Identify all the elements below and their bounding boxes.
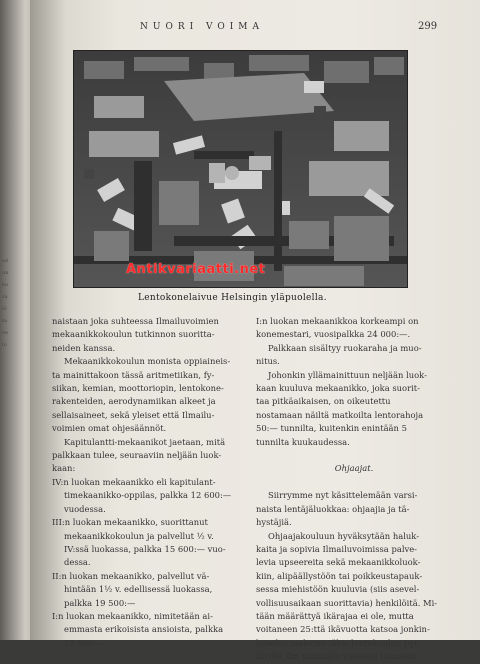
text-line: vollisuusaikaan suorittavia) henkilöitä. Mi- xyxy=(256,597,438,608)
text-line: II:n luokan mekaanikko, palvellut vä- xyxy=(52,570,210,581)
text-line: tunnilta kuukaudessa. xyxy=(256,436,350,447)
text-line: neiden kanssa. xyxy=(52,342,116,353)
left-text-column xyxy=(52,315,249,650)
text-line: 22 800:—, xyxy=(64,637,108,648)
spine-text-line: ee xyxy=(2,330,8,336)
text-line: kaan kuuluva mekaanikko, joka suorit- xyxy=(256,383,420,394)
spine-text-line: nö xyxy=(2,258,9,264)
spine-text-line: sa xyxy=(2,294,8,300)
spine-text-line: un xyxy=(2,270,9,276)
spine-text-line: to xyxy=(2,342,8,348)
text-line: Mekaanikkokoulun monista oppiaineis- xyxy=(64,356,231,367)
text-line: ta mainittakoon tässä aritmetiikan, fy- xyxy=(52,369,215,380)
book-page xyxy=(30,0,480,662)
text-line: laiseksi maksimi-iäksi lentokoulun pyr- xyxy=(256,637,422,648)
text-line: IV:n luokan mekaanikko eli kapitulant- xyxy=(52,476,216,487)
text-line: Kapitulantti-mekaanikot jaetaan, mitä xyxy=(64,436,226,447)
text-line: I:n luokan mekaanikkoa korkeampi on xyxy=(256,316,419,326)
text-line: kaan: xyxy=(52,463,76,474)
text-line: sellaisaineet, sekä yleiset että Ilmailu- xyxy=(52,409,215,420)
text-line: nitus. xyxy=(256,356,280,367)
text-line: levia upseereita sekä mekaanikkoluok- xyxy=(256,557,421,568)
text-line: mekaanikkokoulun tutkinnon suoritta- xyxy=(52,329,215,340)
text-line: IV:ssä luokassa, palkka 15 600:— vuo- xyxy=(64,543,226,554)
text-line: dessa. xyxy=(64,557,91,568)
text-line: vuodessa. xyxy=(64,503,106,514)
page-number: 299 xyxy=(418,21,438,32)
text-line: III:n luokan mekaanikko, suorittanut xyxy=(52,517,208,528)
text-line: Palkkaan sisältyy ruokaraha ja muo- xyxy=(268,342,422,353)
text-line: kiin, alipäällystöön tai poikkeustapauk- xyxy=(256,570,423,581)
text-line: hystäjiä. xyxy=(256,517,292,528)
text-line: emmasta erikoisista ansioista, palkka xyxy=(64,624,224,635)
text-line: Ohjaajakouluun hyväksytään haluk- xyxy=(268,530,420,541)
aerial-photo xyxy=(73,50,408,288)
text-line: siikan, kemian, moottoriopin, lentokone- xyxy=(52,383,224,394)
text-line: nostamaan näiltä matkoilta lentorahoja xyxy=(256,409,424,420)
text-line: hintään 1½ v. edellisessä luokassa, xyxy=(64,584,213,595)
text-line: Johonkin yllämainittuun neljään luok- xyxy=(268,369,427,380)
text-line: 50:— tunnilta, kuitenkin enintään 5 xyxy=(256,423,407,434)
text-line: sessa miehistöön kuuluvia (siis asevel- xyxy=(256,584,420,595)
text-line: voimien omat ohjesäännöt. xyxy=(52,423,167,434)
photo-caption: Lentokonelaivue Helsingin yläpuolella. xyxy=(138,293,327,303)
text-line: palkkaan tulee, seuraaviin neljään luok- xyxy=(52,450,222,461)
watermark-text: Antikvariaatti.net xyxy=(126,262,266,277)
running-head: NUORI VOIMA xyxy=(140,22,265,32)
blank-line xyxy=(256,449,452,462)
blank-line xyxy=(256,476,452,489)
text-line: rakenteiden, aerodynamiikan alkeet ja xyxy=(52,396,216,407)
text-line: palkka 19 500:— xyxy=(64,597,136,608)
text-line: kaita ja sopivia Ilmailuvoimissa palve- xyxy=(256,543,418,554)
text-line: taa pitkäaikaisen, on oikeutettu xyxy=(256,396,391,407)
spine-text-line: ko xyxy=(2,282,9,288)
text-line: kiville. On nimittäin yleisesti tunnettu xyxy=(256,651,417,662)
spine-text-line: ta xyxy=(2,318,7,324)
text-line: mekaanikkokoulun ja palvellut ½ v. xyxy=(64,530,214,541)
text-line: tään määrättyä ikärajaa ei ole, mutta xyxy=(256,610,414,621)
text-line: voitaneen 25:ttä ikävuotta katsoa jonkin- xyxy=(256,624,430,635)
section-heading: Ohjaajat. xyxy=(334,463,374,474)
spine-text-line: iö xyxy=(2,306,7,312)
text-line: timekaanikko-oppilas, palkka 12 600:— xyxy=(64,490,232,501)
text-line: Siirrymme nyt käsittelemään varsi- xyxy=(268,490,418,501)
text-line: I:n luokan mekaanikko, nimitetään ai- xyxy=(52,610,213,621)
text-line: naistaan joka suhteessa Ilmailuvoimien xyxy=(52,316,219,326)
text-line: naista lentäjäluokkaa: ohjaajia ja tä- xyxy=(256,503,410,514)
text-line: konemestari, vuosipalkka 24 000:—. xyxy=(256,329,411,340)
right-text-column xyxy=(256,315,452,664)
